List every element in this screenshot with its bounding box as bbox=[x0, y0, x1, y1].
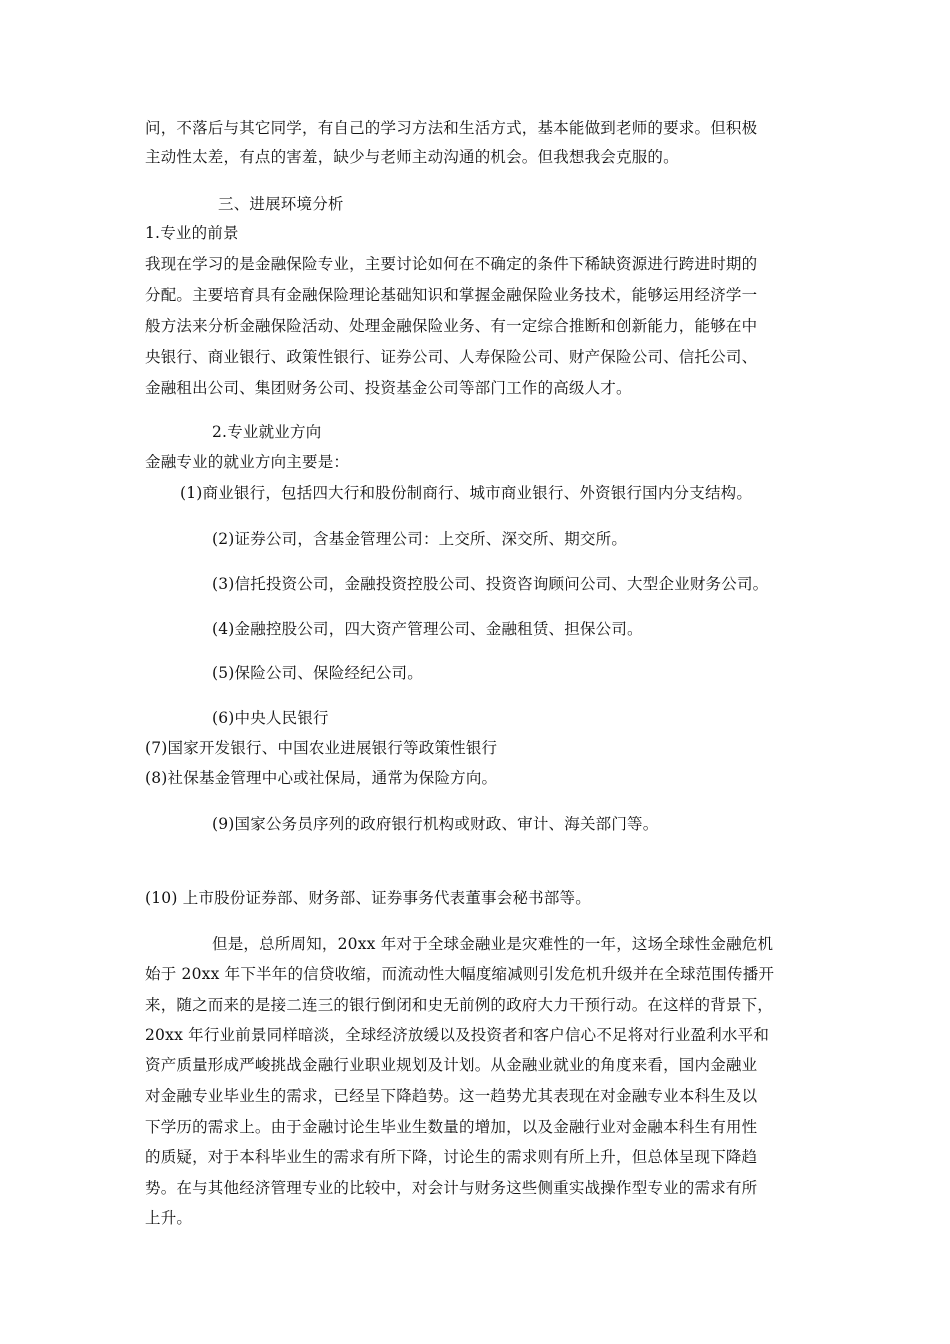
subsection-heading: 1.专业的前景 bbox=[145, 224, 239, 242]
paragraph-line: 下学历的需求上。由于金融讨论生毕业生数量的增加，以及金融行业对金融本科生有用性 bbox=[145, 1118, 758, 1136]
paragraph-line: 资产质量形成严峻挑战金融行业职业规划及计划。从金融业就业的角度来看，国内金融业 bbox=[145, 1056, 758, 1074]
list-item: (4)金融控股公司，四大资产管理公司、金融租赁、担保公司。 bbox=[212, 620, 643, 638]
intro-paragraph-line: 问，不落后与其它同学，有自己的学习方法和生活方式，基本能做到老师的要求。但积极 bbox=[145, 119, 758, 137]
paragraph-line: 金融专业的就业方向主要是： bbox=[145, 453, 350, 471]
paragraph-line: 分配。主要培育具有金融保险理论基础知识和掌握金融保险业务技术，能够运用经济学一 bbox=[145, 286, 758, 304]
subsection-heading: 2.专业就业方向 bbox=[212, 423, 322, 441]
intro-paragraph-line: 主动性太差，有点的害羞，缺少与老师主动沟通的机会。但我想我会克服的。 bbox=[145, 148, 679, 166]
list-item: (1)商业银行，包括四大行和股份制商行、城市商业银行、外资银行国内分支结构。 bbox=[180, 484, 753, 502]
paragraph-line: 始于 20xx 年下半年的信贷收缩，而流动性大幅度缩减则引发危机升级并在全球范围传播开 bbox=[145, 965, 775, 983]
paragraph-line: 对金融专业毕业生的需求，已经呈下降趋势。这一趋势尤其表现在对金融专业本科生及以 bbox=[145, 1087, 758, 1105]
paragraph-line: 我现在学习的是金融保险专业，主要讨论如何在不确定的条件下稀缺资源进行跨进时期的 bbox=[145, 255, 758, 273]
list-item: (10) 上市股份证券部、财务部、证券事务代表董事会秘书部等。 bbox=[145, 889, 591, 907]
list-item: (9)国家公务员序列的政府银行机构或财政、审计、海关部门等。 bbox=[212, 815, 659, 833]
paragraph-line: 上升。 bbox=[145, 1209, 193, 1227]
paragraph-line: 势。在与其他经济管理专业的比较中，对会计与财务这些侧重实战操作型专业的需求有所 bbox=[145, 1179, 758, 1197]
paragraph-line: 央银行、商业银行、政策性银行、证券公司、人寿保险公司、财产保险公司、信托公司、 bbox=[145, 348, 758, 366]
list-item: (3)信托投资公司，金融投资控股公司、投资咨询顾问公司、大型企业财务公司。 bbox=[212, 575, 769, 593]
list-item: (5)保险公司、保险经纪公司。 bbox=[212, 664, 423, 682]
paragraph-line: 的质疑，对于本科毕业生的需求有所下降，讨论生的需求则有所上升，但总体呈现下降趋 bbox=[145, 1148, 758, 1166]
paragraph-line: 来，随之而来的是接二连三的银行倒闭和史无前例的政府大力干预行动。在这样的背景下， bbox=[145, 996, 774, 1014]
section-heading: 三、进展环境分析 bbox=[218, 195, 344, 213]
paragraph-line: 般方法来分析金融保险活动、处理金融保险业务、有一定综合推断和创新能力，能够在中 bbox=[145, 317, 758, 335]
paragraph-line: 但是，总所周知，20xx 年对于全球金融业是灾难性的一年，这场全球性金融危机 bbox=[212, 935, 774, 953]
list-item: (6)中央人民银行 bbox=[212, 709, 329, 727]
list-item: (8)社保基金管理中心或社保局，通常为保险方向。 bbox=[145, 769, 498, 787]
list-item: (7)国家开发银行、中国农业进展银行等政策性银行 bbox=[145, 739, 498, 757]
list-item: (2)证券公司，含基金管理公司：上交所、深交所、期交所。 bbox=[212, 530, 628, 548]
paragraph-line: 金融租出公司、集团财务公司、投资基金公司等部门工作的高级人才。 bbox=[145, 379, 632, 397]
paragraph-line: 20xx 年行业前景同样暗淡，全球经济放缓以及投资者和客户信心不足将对行业盈利水平和 bbox=[145, 1026, 770, 1044]
